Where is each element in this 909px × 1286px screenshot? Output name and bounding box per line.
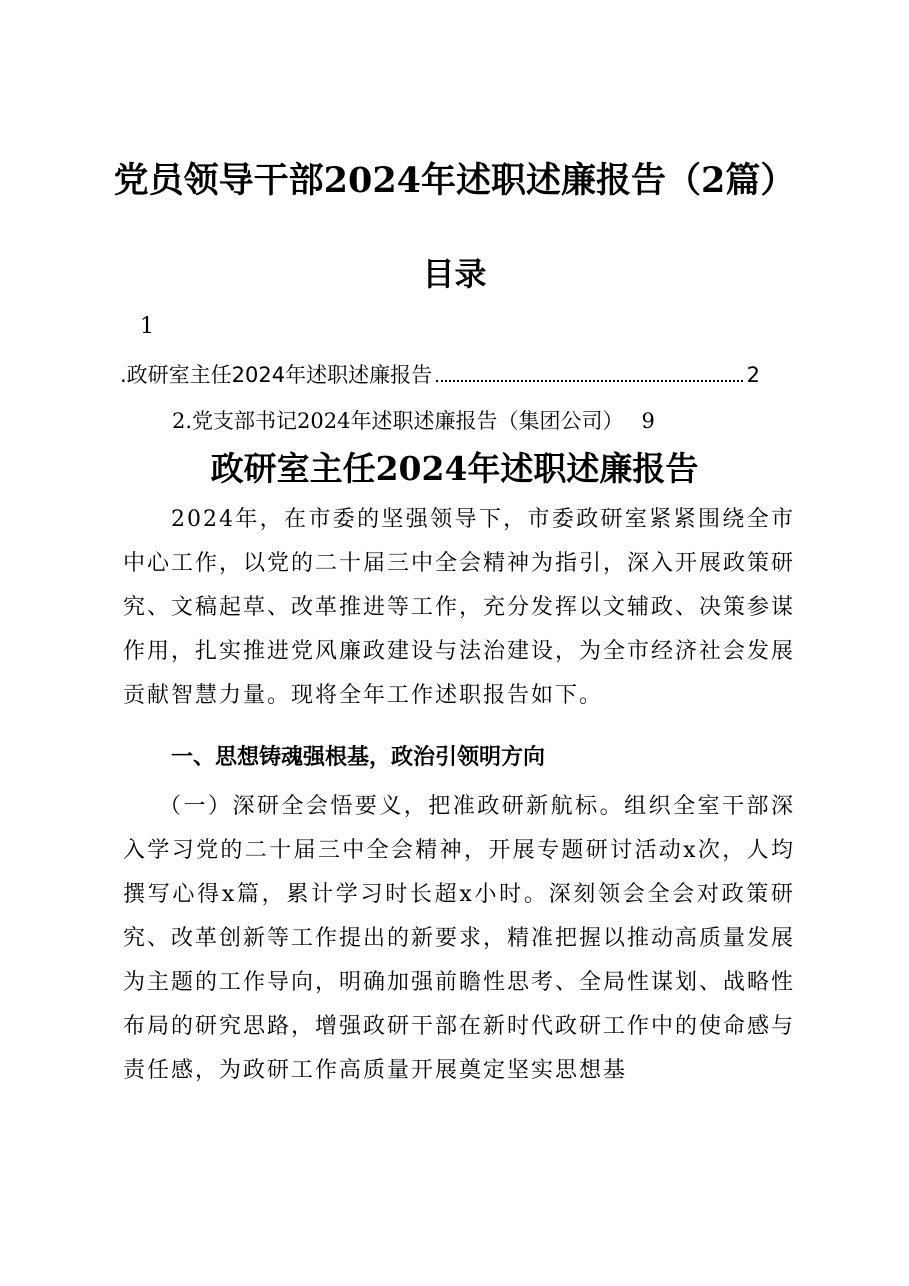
toc-item-1-number: 1 [140,314,154,339]
toc-leader-dots [436,380,743,382]
toc-item-2[interactable] [172,404,655,438]
toc-item-1-page: 2 [746,363,760,387]
document-title: 党员领导干部2024年述职述廉报告（2篇） [113,160,796,201]
toc-item-2-text: 2.党支部书记2024年述职述廉报告（集团公司） [172,409,624,433]
section-heading-1: 一、思想铸魂强根基，政治引领明方向 [171,745,546,770]
toc-heading: 目录 [422,255,487,293]
paragraph-1: （一）深研全会悟要义，把准政研新航标。组织全室干部深入学习党的二十届三中全会精神，开展专题研讨活动x次，人均撰写心得x篇，累计学习时长超x小时。深刻领会全会对政策研究、改革创新等工作提出的新要求，精准把握以推动高质量发展为主题的工作导向，明确加强前瞻性思考、全局性谋划、战略性布局的研究思路，增强政研干部在新时代政研工作中的使命感与责任感，为政研工作高质量开展奠定坚实思想基 [123,794,796,1083]
toc-item-2-page: 9 [641,409,655,433]
toc-item-1-text: .政研室主任2024年述职述廉报告 [120,363,433,387]
intro-paragraph: 2024年，在市委的坚强领导下，市委政研室紧紧围绕全市中心工作，以党的二十届三中全会精神为指引，深入开展政策研究、文稿起草、改革推进等工作，充分发挥以文辅政、决策参谋作用，扎实推进党风廉政建设与法治建设，为全市经济社会发展贡献智慧力量。现将全年工作述职报告如下。 [123,507,796,708]
toc-item-1[interactable] [120,358,760,392]
section-title: 政研室主任2024年述职述廉报告 [210,449,699,488]
